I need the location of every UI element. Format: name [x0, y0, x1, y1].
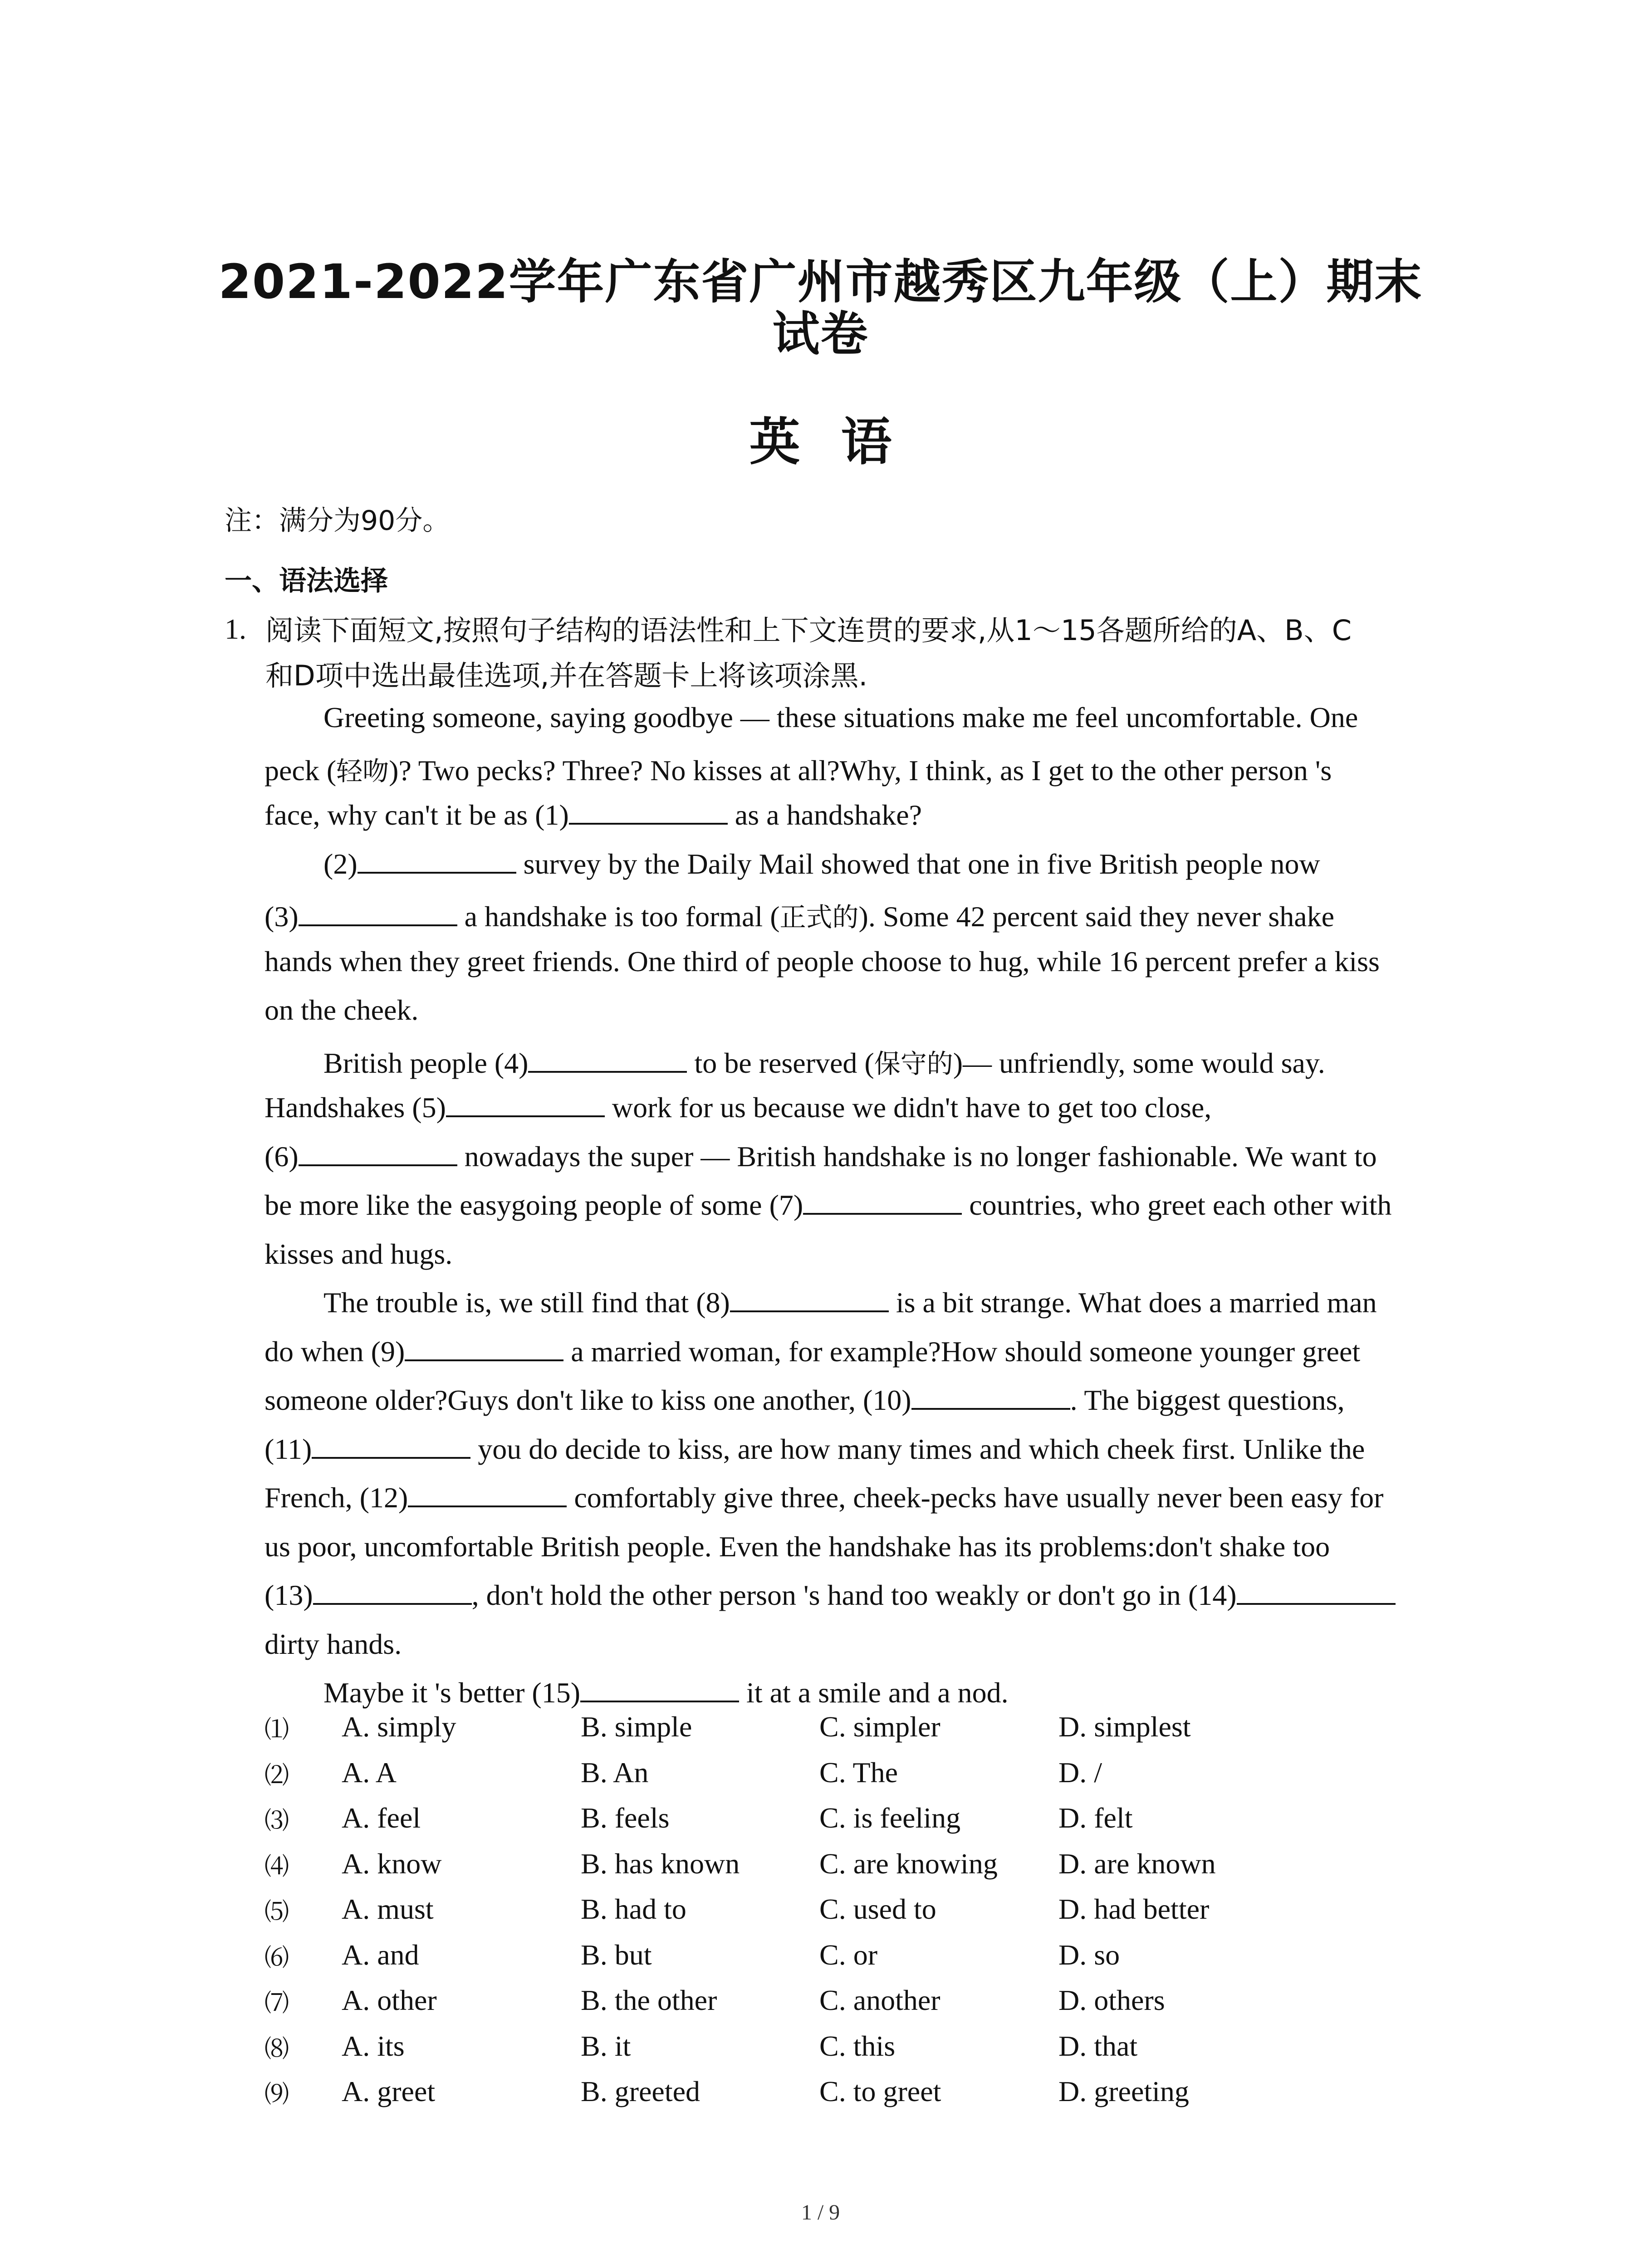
option-row	[265, 2029, 1444, 2070]
answer-blank	[569, 799, 728, 825]
answer-blank	[299, 901, 457, 926]
option-row	[265, 1801, 1444, 1842]
passage-line	[323, 847, 1320, 881]
passage-line	[265, 1188, 1391, 1222]
option-number: ⑵	[265, 1761, 289, 1789]
option-row	[265, 1892, 1444, 1933]
passage-text: (6)	[265, 1140, 299, 1173]
option-number: ⑼	[265, 2080, 289, 2108]
passage-text: face, why can't it be as (1)	[265, 799, 569, 831]
answer-blank	[911, 1384, 1070, 1410]
option-a: A. must	[342, 1893, 434, 1925]
passage-text: 保守的	[874, 1048, 953, 1079]
passage-line	[323, 1676, 1009, 1710]
passage-line	[265, 1237, 452, 1271]
option-d: D. simplest	[1058, 1711, 1191, 1743]
option-a: A. greet	[342, 2075, 436, 2107]
option-b: B. but	[581, 1939, 652, 1971]
option-a: A. other	[342, 1984, 437, 2016]
passage-line	[265, 1335, 1360, 1369]
passage-line	[265, 1140, 1377, 1173]
passage-text: )— unfriendly, some would say.	[953, 1047, 1325, 1079]
passage-text: dirty hands.	[265, 1628, 402, 1660]
option-b: B. greeted	[581, 2075, 700, 2107]
passage-text: (11)	[265, 1433, 312, 1465]
answer-blank	[408, 1482, 567, 1507]
passage-text: Maybe it 's better (15)	[323, 1677, 581, 1709]
section-heading: 一、语法选择	[225, 565, 388, 597]
document-title-line2: 试卷	[772, 306, 869, 362]
passage-text: us poor, uncomfortable British people. Even the handshake has its problems:don't shake too	[265, 1530, 1330, 1563]
passage-text: survey by the Daily Mail showed that one in five British people now	[516, 848, 1320, 880]
passage-text: , don't hold the other person 's hand too weakly or don't go in (14)	[471, 1579, 1237, 1611]
answer-blank	[358, 848, 516, 874]
answer-blank	[803, 1189, 962, 1215]
option-a: A. simply	[342, 1711, 456, 1743]
passage-text: (3)	[265, 900, 299, 933]
passage-text: Handshakes (5)	[265, 1091, 446, 1124]
answer-blank	[313, 1579, 472, 1605]
page-number: 1 / 9	[801, 2200, 840, 2224]
passage-line	[265, 945, 1380, 978]
answer-blank	[528, 1047, 687, 1073]
option-number: ⑶	[265, 1806, 289, 1835]
option-a: A. and	[342, 1939, 419, 1971]
passage-line	[265, 1530, 1330, 1564]
passage-line	[265, 1432, 1365, 1466]
option-a: A. feel	[342, 1802, 421, 1834]
passage-text: as a handshake?	[727, 799, 922, 831]
question-number: 1.	[225, 613, 246, 645]
option-b: B. simple	[581, 1711, 692, 1743]
passage-text: is a bit strange. What does a married man	[888, 1286, 1377, 1319]
passage-text: British people (4)	[323, 1047, 529, 1079]
option-a: A. A	[342, 1756, 397, 1789]
answer-blank	[299, 1141, 457, 1166]
passage-line	[265, 993, 418, 1027]
option-c: C. The	[819, 1756, 898, 1789]
option-d: D. /	[1058, 1756, 1102, 1789]
option-d: D. so	[1058, 1939, 1120, 1971]
option-number: ⑷	[265, 1852, 289, 1881]
option-row	[265, 1984, 1444, 2024]
passage-line	[265, 1091, 1211, 1124]
option-number: ⑴	[265, 1715, 289, 1744]
passage-text: (13)	[265, 1579, 313, 1611]
passage-text: countries, who greet each other with	[962, 1189, 1392, 1221]
passage-line	[265, 798, 922, 832]
passage-text: hands when they greet friends. One third of people choose to hug, while 16 percent prefer a kiss	[265, 945, 1380, 978]
option-row	[265, 2075, 1444, 2116]
option-c: C. or	[819, 1939, 877, 1971]
option-a: A. know	[342, 1848, 442, 1880]
option-b: B. had to	[581, 1893, 686, 1925]
passage-text: )? Two pecks? Three? No kisses at all?Why, I think, as I get to the other person 's	[389, 754, 1332, 787]
passage-line	[323, 1042, 1325, 1080]
passage-text: be more like the easygoing people of some (7)	[265, 1189, 803, 1221]
answer-blank	[1237, 1579, 1396, 1605]
option-b: B. An	[581, 1756, 649, 1789]
passage-line	[323, 1286, 1377, 1320]
passage-text: ). Some 42 percent said they never shake	[858, 900, 1335, 933]
answer-blank	[405, 1336, 563, 1361]
option-row	[265, 1756, 1444, 1797]
option-c: C. are knowing	[819, 1848, 998, 1880]
answer-blank	[312, 1433, 470, 1459]
passage-text: 轻吻	[336, 756, 389, 787]
subject-heading: 英语	[749, 412, 933, 472]
passage-text: (2)	[323, 848, 358, 880]
option-d: D. that	[1058, 2030, 1138, 2062]
passage-text: The trouble is, we still find that (8)	[323, 1286, 730, 1319]
option-b: B. has known	[581, 1848, 740, 1880]
passage-line	[265, 750, 1332, 788]
option-number: ⑻	[265, 2034, 289, 2063]
option-number: ⑸	[265, 1897, 289, 1926]
passage-text: . The biggest questions,	[1070, 1384, 1345, 1416]
option-d: D. are known	[1058, 1848, 1216, 1880]
passage-text: French, (12)	[265, 1481, 408, 1514]
option-b: B. the other	[581, 1984, 717, 2016]
passage-line	[265, 1628, 402, 1661]
passage-line	[323, 701, 1358, 734]
passage-text: it at a smile and a nod.	[739, 1677, 1009, 1709]
question-instruction-line2: 和D项中选出最佳选项,并在答题卡上将该项涂黑.	[265, 659, 868, 692]
passage-text: peck (	[265, 754, 337, 787]
option-row	[265, 1710, 1444, 1751]
option-b: B. it	[581, 2030, 631, 2062]
passage-line	[265, 1579, 1396, 1612]
passage-text: a married woman, for example?How should someone younger greet	[563, 1335, 1361, 1368]
document-title-line1: 2021-2022学年广东省广州市越秀区九年级（上）期末	[218, 254, 1423, 309]
option-row	[265, 1847, 1444, 1888]
passage-line	[265, 1383, 1345, 1417]
option-d: D. had better	[1058, 1893, 1210, 1925]
option-d: D. others	[1058, 1984, 1165, 2016]
option-number: ⑺	[265, 1989, 289, 2017]
option-d: D. greeting	[1058, 2075, 1189, 2107]
option-c: C. this	[819, 2030, 896, 2062]
question-instruction-line1: 阅读下面短文,按照句子结构的语法性和上下文连贯的要求,从1～15各题所给的A、B、C	[265, 614, 1352, 647]
passage-text: to be reserved (	[687, 1047, 874, 1079]
passage-line	[265, 896, 1334, 934]
option-c: C. to greet	[819, 2075, 941, 2107]
passage-text: on the cheek.	[265, 994, 419, 1026]
option-c: C. is feeling	[819, 1802, 961, 1834]
option-d: D. felt	[1058, 1802, 1133, 1834]
answer-blank	[446, 1092, 605, 1117]
passage-text: you do decide to kiss, are how many times and which cheek first. Unlike the	[470, 1433, 1365, 1465]
passage-text: kisses and hugs.	[265, 1238, 453, 1270]
option-b: B. feels	[581, 1802, 670, 1834]
passage-text: do when (9)	[265, 1335, 405, 1368]
answer-blank	[730, 1287, 889, 1312]
option-c: C. used to	[819, 1893, 936, 1925]
option-c: C. simpler	[819, 1711, 941, 1743]
option-a: A. its	[342, 2030, 405, 2062]
passage-text: Greeting someone, saying goodbye — these situations make me feel uncomfortable. One	[323, 701, 1358, 733]
option-number: ⑹	[265, 1943, 289, 1972]
passage-text: work for us because we didn't have to get too close,	[604, 1091, 1212, 1124]
option-row	[265, 1938, 1444, 1979]
passage-text: 正式的	[779, 902, 859, 933]
passage-text: comfortably give three, cheek-pecks have usually never been easy for	[567, 1481, 1384, 1514]
passage-text: a handshake is too formal (	[457, 900, 780, 933]
passage-text: someone older?Guys don't like to kiss one another, (10)	[265, 1384, 911, 1416]
score-note: 注：满分为90分。	[225, 505, 450, 537]
option-c: C. another	[819, 1984, 941, 2016]
answer-blank	[580, 1677, 739, 1702]
passage-line	[265, 1481, 1383, 1515]
passage-text: nowadays the super — British handshake is no longer fashionable. We want to	[457, 1140, 1377, 1173]
